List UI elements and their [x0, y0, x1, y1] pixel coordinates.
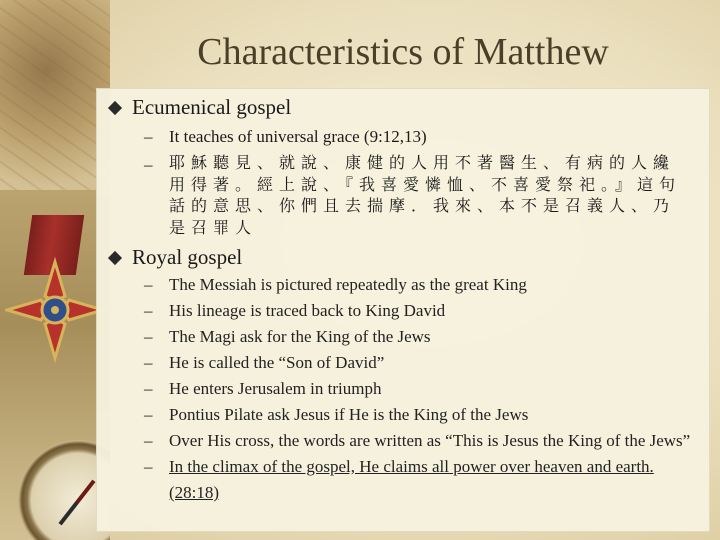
dash-marker: –: [144, 405, 153, 424]
list-item: [144, 298, 692, 324]
royal-gospel-list: [144, 272, 692, 506]
list-item: [144, 402, 692, 428]
list-item-text: He enters Jerusalem in triumph: [169, 379, 382, 398]
section-heading-text: Royal gospel: [132, 245, 243, 269]
chinese-verse-text: 耶穌聽見、就說、康健的人用不著醫生、有病的人纔用得著。經上說、『我喜愛憐恤、不喜愛祭祀。』這句話的意思、你們且去揣摩．我來、本不是召義人、乃是召罪人: [169, 153, 682, 237]
list-item: [144, 124, 692, 150]
list-item-text: The Messiah is pictured repeatedly as the great King: [169, 275, 527, 294]
list-item-text: He is called the “Son of David”: [169, 353, 385, 372]
list-item: [144, 428, 692, 454]
section-heading-royal: [110, 244, 242, 270]
slide-title: Characteristics of Matthew: [197, 31, 609, 73]
dash-marker: –: [144, 127, 153, 146]
list-item: [144, 324, 692, 350]
dash-marker: –: [144, 275, 153, 294]
list-item-text: It teaches of universal grace (9:12,13): [169, 127, 427, 146]
diamond-bullet-icon: [108, 101, 122, 115]
list-item: [144, 272, 692, 298]
dash-marker: –: [144, 431, 153, 450]
list-item: [144, 454, 692, 506]
list-item: [144, 376, 692, 402]
old-map-image: [0, 0, 110, 190]
list-item-text: Pontius Pilate ask Jesus if He is the King of the Jews: [169, 405, 529, 424]
list-item-chinese: [144, 152, 692, 238]
medal-icon: [5, 255, 105, 365]
diamond-bullet-icon: [108, 251, 122, 265]
list-item-text: His lineage is traced back to King David: [169, 301, 446, 320]
dash-marker: –: [144, 353, 153, 372]
dash-marker: –: [144, 155, 153, 174]
dash-marker: –: [144, 379, 153, 398]
list-item: [144, 350, 692, 376]
list-item-text: The Magi ask for the King of the Jews: [169, 327, 431, 346]
section-heading-ecumenical: [110, 94, 291, 120]
decorative-sidebar: [0, 0, 110, 540]
list-item-text: In the climax of the gospel, He claims all power over heaven and earth. (28:18): [169, 457, 654, 502]
dash-marker: –: [144, 457, 153, 476]
list-item-text: Over His cross, the words are written as “This is Jesus the King of the Jews”: [169, 431, 691, 450]
dash-marker: –: [144, 301, 153, 320]
section-heading-text: Ecumenical gospel: [132, 95, 292, 119]
dash-marker: –: [144, 327, 153, 346]
